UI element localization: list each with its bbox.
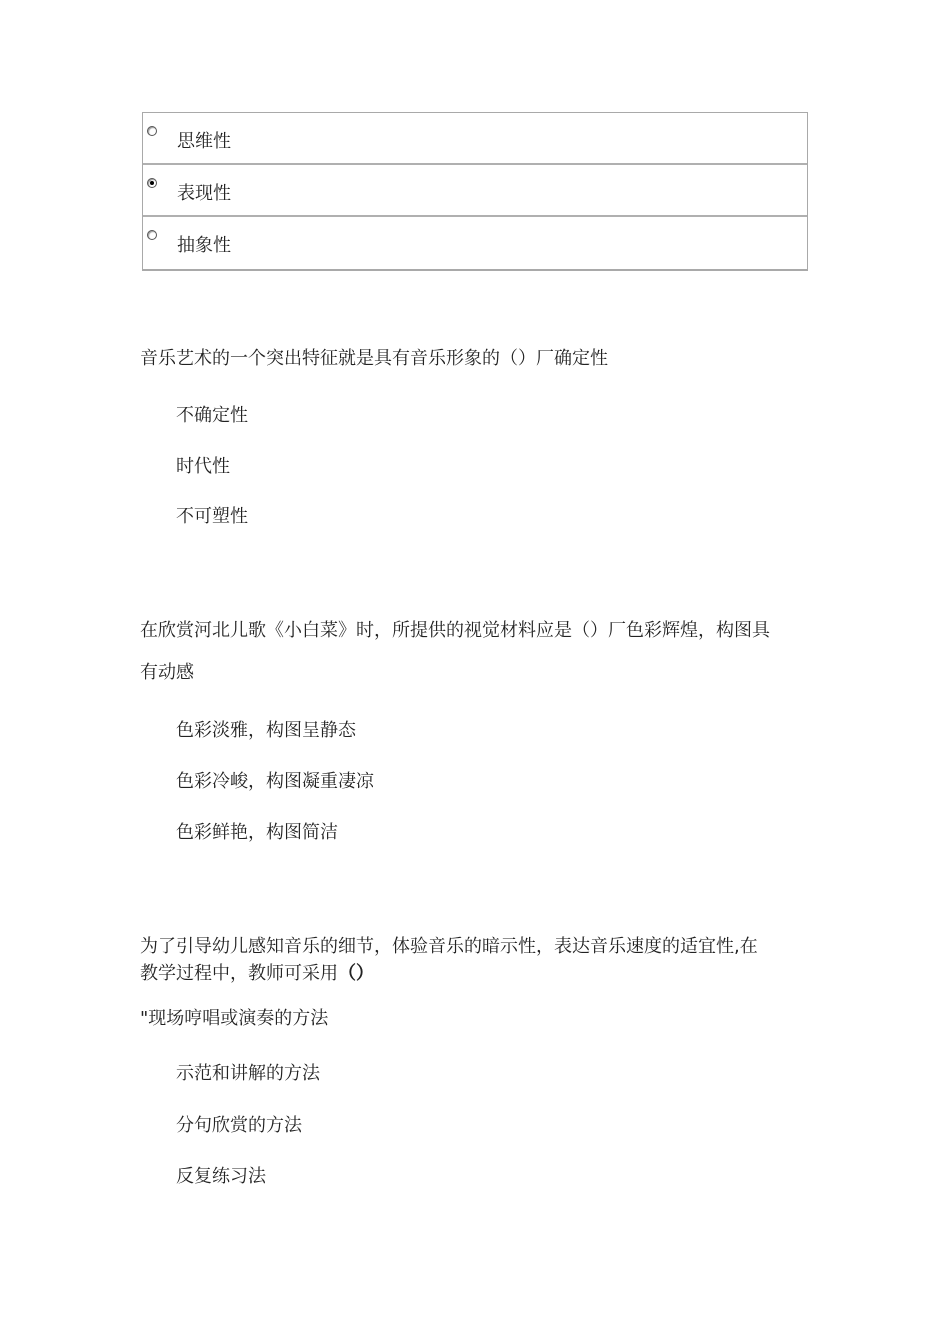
q4-blank-parens: （）	[338, 963, 374, 984]
radio-button-q1-1[interactable]	[147, 178, 157, 188]
q4-answer-line[interactable]: "现场哼唱或演奏的方法	[140, 1008, 329, 1029]
q4-question-line2	[140, 963, 820, 985]
q4-option[interactable]: 分句欣赏的方法	[176, 1115, 302, 1136]
q1-option-label: 表现性	[177, 183, 231, 204]
q2-option[interactable]: 不可塑性	[176, 506, 248, 527]
q1-option-row[interactable]	[143, 165, 807, 217]
q2-option[interactable]: 不确定性	[176, 405, 248, 426]
q2-option[interactable]: 时代性	[176, 456, 230, 477]
radio-button-q1-0[interactable]	[147, 126, 157, 136]
q1-option-label: 抽象性	[177, 235, 231, 256]
q3-option[interactable]: 色彩冷峻，构图凝重凄凉	[176, 771, 374, 792]
q2-question-text: 音乐艺术的一个突出特征就是具有音乐形象的（）厂确定性	[140, 348, 608, 369]
q3-option[interactable]: 色彩淡雅，构图呈静态	[176, 720, 356, 741]
q4-option[interactable]: 示范和讲解的方法	[176, 1063, 320, 1084]
q1-option-label: 思维性	[177, 131, 231, 152]
q4-question-line1: 为了引导幼儿感知音乐的细节，体验音乐的暗示性，表达音乐速度的适宜性,在	[140, 936, 758, 957]
q1-options-table	[142, 112, 808, 271]
q1-option-row[interactable]	[143, 113, 807, 165]
q4-option[interactable]: 反复练习法	[176, 1166, 266, 1187]
q4-question-line2-text: 教学过程中，教师可采用	[140, 963, 338, 984]
q3-question-line1: 在欣赏河北儿歌《小白菜》时，所提供的视觉材料应是（）厂色彩辉煌，构图具	[140, 620, 770, 641]
q1-option-row[interactable]	[143, 217, 807, 269]
q3-question-line2: 有动感	[140, 662, 194, 683]
radio-button-q1-2[interactable]	[147, 230, 157, 240]
q3-option[interactable]: 色彩鲜艳，构图简洁	[176, 822, 338, 843]
